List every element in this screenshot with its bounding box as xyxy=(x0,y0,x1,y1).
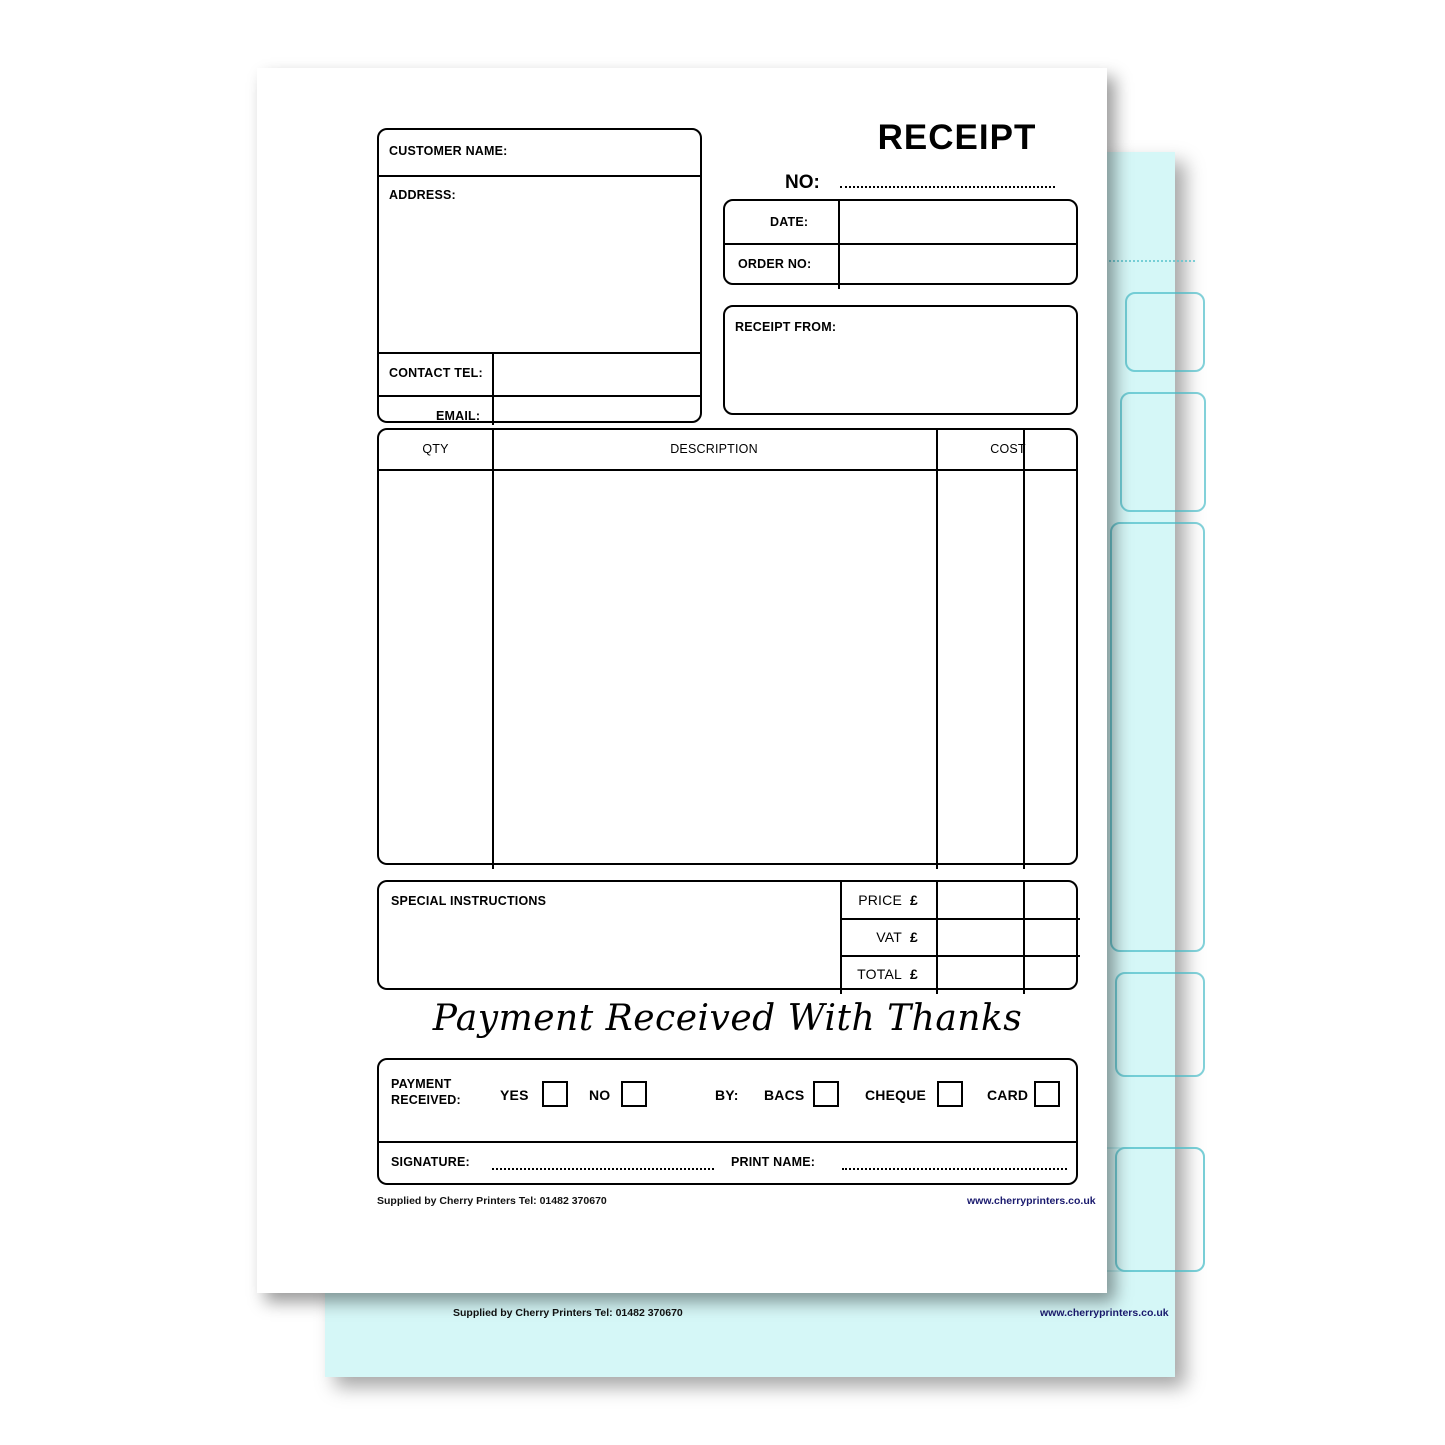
payment-by-label: BY: xyxy=(715,1087,739,1103)
divider-price-vat xyxy=(840,918,1080,920)
payment-method-label-bacs: BACS xyxy=(764,1087,805,1103)
items-col-qty-sep xyxy=(492,428,494,869)
payment-method-checkbox-bacs[interactable] xyxy=(813,1081,839,1107)
total-label-price: PRICE xyxy=(858,892,902,908)
order-no-label: ORDER NO: xyxy=(738,257,812,271)
customer-name-label: CUSTOMER NAME: xyxy=(389,144,508,158)
divider-date-value xyxy=(838,199,840,289)
payment-no-checkbox[interactable] xyxy=(621,1081,647,1107)
customer-details-box xyxy=(377,128,702,423)
divider-address-tel xyxy=(377,352,702,354)
total-label-vat: VAT xyxy=(876,929,902,945)
divider-tel-email xyxy=(377,395,702,397)
date-order-box xyxy=(723,199,1078,285)
items-table xyxy=(377,428,1078,865)
signature-field[interactable] xyxy=(492,1168,714,1170)
receipt-from-label: RECEIPT FROM: xyxy=(735,320,837,334)
payment-thanks-text: Payment Received With Thanks xyxy=(432,998,1023,1039)
receipt-no-label: NO: xyxy=(785,172,820,193)
receipt-no-field[interactable] xyxy=(840,186,1055,188)
payment-no-label: NO xyxy=(589,1087,611,1103)
items-col-header-qty: QTY xyxy=(422,442,449,456)
copy-ghost-box-items xyxy=(1110,522,1205,952)
total-label-total: TOTAL xyxy=(857,966,902,982)
divider-totals-value2 xyxy=(1023,880,1025,994)
copy-footer-supplied-by: Supplied by Cherry Printers Tel: 01482 370670 xyxy=(453,1307,683,1319)
items-col-desc-sep xyxy=(936,428,938,869)
print-name-label: PRINT NAME: xyxy=(731,1155,816,1169)
items-col-cost-sep xyxy=(1023,428,1025,869)
special-instructions-label: SPECIAL INSTRUCTIONS xyxy=(391,894,547,908)
print-name-field[interactable] xyxy=(842,1168,1067,1170)
copy-ghost-dots xyxy=(1105,260,1195,262)
receipt-from-box xyxy=(723,305,1078,415)
divider-vat-total xyxy=(840,955,1080,957)
special-instructions-totals-box xyxy=(377,880,1078,990)
page-title: RECEIPT xyxy=(877,118,1037,157)
total-currency-price: £ xyxy=(910,892,918,908)
email-label: EMAIL: xyxy=(436,409,481,423)
copy-footer-website: www.cherryprinters.co.uk xyxy=(1040,1307,1169,1319)
copy-ghost-box-date xyxy=(1125,292,1205,372)
receipt-form xyxy=(257,68,1107,1293)
payment-yes-label: YES xyxy=(500,1087,529,1103)
footer-website: www.cherryprinters.co.uk xyxy=(967,1195,1096,1207)
payment-received-label-line1: PAYMENT xyxy=(391,1077,452,1091)
address-label: ADDRESS: xyxy=(389,188,456,202)
payment-received-box xyxy=(377,1058,1078,1185)
divider-name-address xyxy=(377,175,702,177)
receipt-sheet xyxy=(257,68,1107,1293)
items-col-header-description: DESCRIPTION xyxy=(670,442,758,456)
items-col-header-cost: COST xyxy=(990,442,1026,456)
date-label: DATE: xyxy=(770,215,809,229)
payment-received-label-line2: RECEIVED: xyxy=(391,1093,461,1107)
divider-tel-value xyxy=(492,352,494,425)
total-currency-total: £ xyxy=(910,966,918,982)
items-header-rule xyxy=(377,469,1078,471)
total-currency-vat: £ xyxy=(910,929,918,945)
payment-yes-checkbox[interactable] xyxy=(542,1081,568,1107)
payment-method-checkbox-card[interactable] xyxy=(1034,1081,1060,1107)
divider-totals-value xyxy=(936,880,938,994)
divider-payment-signature xyxy=(377,1141,1078,1143)
copy-ghost-box-totals xyxy=(1115,972,1205,1077)
payment-method-checkbox-cheque[interactable] xyxy=(937,1081,963,1107)
divider-date-order xyxy=(723,243,1078,245)
footer-supplied-by: Supplied by Cherry Printers Tel: 01482 370670 xyxy=(377,1195,607,1207)
copy-ghost-box-from xyxy=(1120,392,1206,512)
signature-label: SIGNATURE: xyxy=(391,1155,470,1169)
payment-method-label-card: CARD xyxy=(987,1087,1029,1103)
contact-tel-label: CONTACT TEL: xyxy=(389,366,483,380)
payment-method-label-cheque: CHEQUE xyxy=(865,1087,927,1103)
